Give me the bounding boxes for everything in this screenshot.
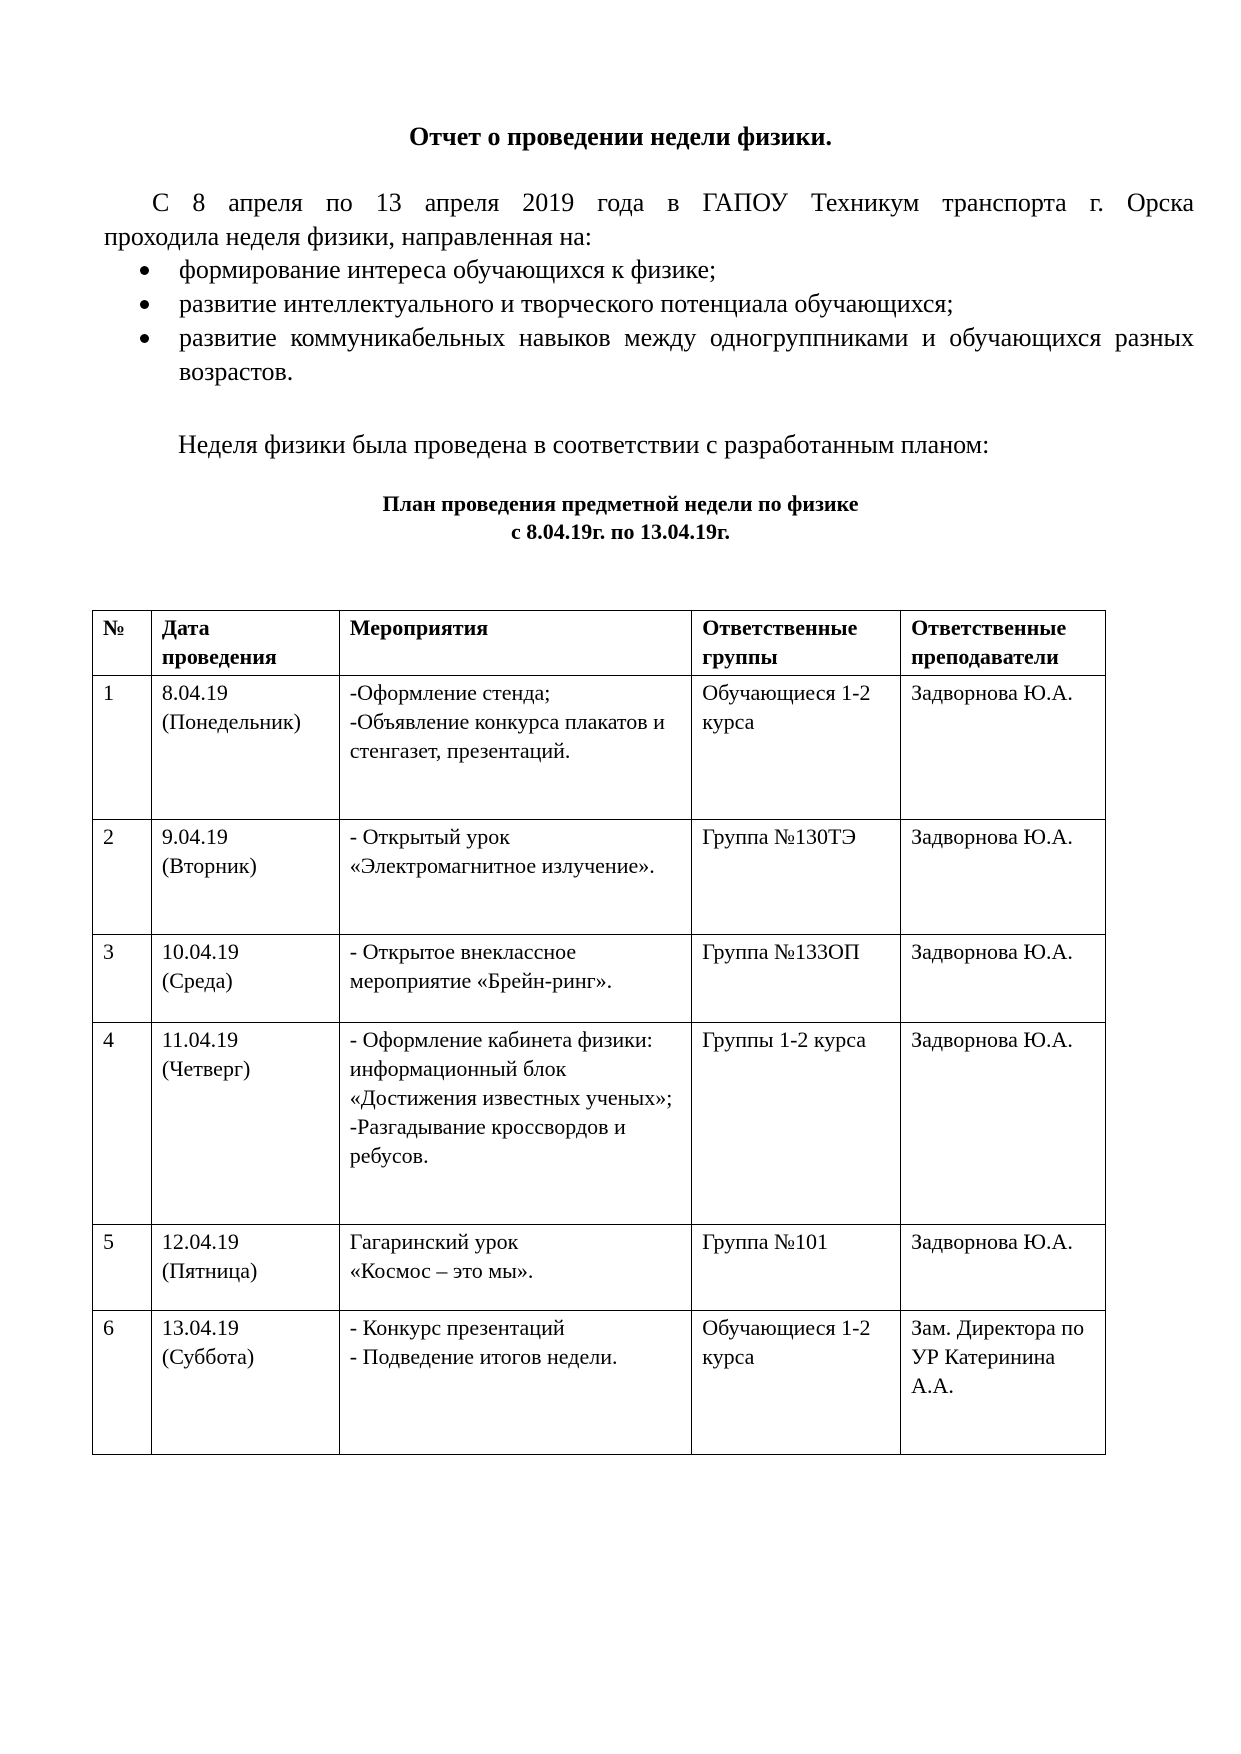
cell-teachers: Задворнова Ю.А. <box>901 935 1106 1023</box>
cell-number: 5 <box>93 1225 152 1311</box>
cell-number: 4 <box>93 1023 152 1225</box>
cell-groups: Обучающиеся 1-2 курса <box>692 676 901 820</box>
cell-number: 1 <box>93 676 152 820</box>
cell-date: 9.04.19 (Вторник) <box>151 820 339 935</box>
plan-intro-text: Неделя физики была проведена в соответствии с разработанным планом: <box>178 430 990 459</box>
cell-events: - Открытый урок «Электромагнитное излучение». <box>339 820 691 935</box>
bullet-icon <box>140 266 149 275</box>
intro-paragraph-line2: проходила неделя физики, направленная на: <box>104 222 593 251</box>
intro-paragraph-line1: С 8 апреля по 13 апреля 2019 года в ГАПОУ Техникум транспорта г. Орска <box>152 188 1194 217</box>
cell-groups: Группа №101 <box>692 1225 901 1311</box>
cell-date: 12.04.19 (Пятница) <box>151 1225 339 1311</box>
cell-date: 10.04.19 (Среда) <box>151 935 339 1023</box>
cell-groups: Обучающиеся 1-2 курса <box>692 1311 901 1455</box>
cell-teachers: Задворнова Ю.А. <box>901 676 1106 820</box>
table-row <box>93 676 1106 820</box>
cell-events: - Конкурс презентаций - Подведение итогов недели. <box>339 1311 691 1455</box>
goals-list <box>104 253 1194 389</box>
cell-date: 8.04.19 (Понедельник) <box>151 676 339 820</box>
plan-title-line1: План проведения предметной недели по физике <box>382 491 859 516</box>
cell-groups: Группа №130ТЭ <box>692 820 901 935</box>
list-item: формирование интереса обучающихся к физике; <box>104 253 1194 287</box>
header-date: Дата проведения <box>151 611 339 676</box>
header-events: Мероприятия <box>339 611 691 676</box>
cell-events: - Оформление кабинета физики: информационный блок «Достижения известных ученых»; -Разгадывание кроссвордов и ребусов. <box>339 1023 691 1225</box>
bullet-icon <box>140 334 149 343</box>
table-row <box>93 1311 1106 1455</box>
header-groups: Ответственные группы <box>692 611 901 676</box>
table-header-row <box>93 611 1106 676</box>
plan-title-line2: с 8.04.19г. по 13.04.19г. <box>511 519 730 544</box>
cell-teachers: Задворнова Ю.А. <box>901 1023 1106 1225</box>
cell-number: 3 <box>93 935 152 1023</box>
cell-teachers: Задворнова Ю.А. <box>901 1225 1106 1311</box>
cell-date: 13.04.19 (Суббота) <box>151 1311 339 1455</box>
cell-number: 6 <box>93 1311 152 1455</box>
cell-teachers: Задворнова Ю.А. <box>901 820 1106 935</box>
plan-table <box>92 610 1106 1455</box>
list-item: развитие коммуникабельных навыков между одногруппниками и обучающихся разных возрастов. <box>104 321 1194 389</box>
table-row <box>93 1225 1106 1311</box>
header-teachers: Ответственные преподаватели <box>901 611 1106 676</box>
document-title: Отчет о проведении недели физики. <box>409 122 832 151</box>
cell-date: 11.04.19 (Четверг) <box>151 1023 339 1225</box>
list-item: развитие интеллектуального и творческого потенциала обучающихся; <box>104 287 1194 321</box>
cell-number: 2 <box>93 820 152 935</box>
plan-title <box>0 490 1241 546</box>
cell-groups: Группа №133ОП <box>692 935 901 1023</box>
cell-groups: Группы 1-2 курса <box>692 1023 901 1225</box>
cell-events: Гагаринский урок «Космос – это мы». <box>339 1225 691 1311</box>
header-number: № <box>93 611 152 676</box>
table-row <box>93 1023 1106 1225</box>
cell-teachers: Зам. Директора по УР Катеринина А.А. <box>901 1311 1106 1455</box>
table-row <box>93 820 1106 935</box>
cell-events: -Оформление стенда; -Объявление конкурса плакатов и стенгазет, презентаций. <box>339 676 691 820</box>
bullet-icon <box>140 300 149 309</box>
cell-events: - Открытое внеклассное мероприятие «Брейн-ринг». <box>339 935 691 1023</box>
table-row <box>93 935 1106 1023</box>
